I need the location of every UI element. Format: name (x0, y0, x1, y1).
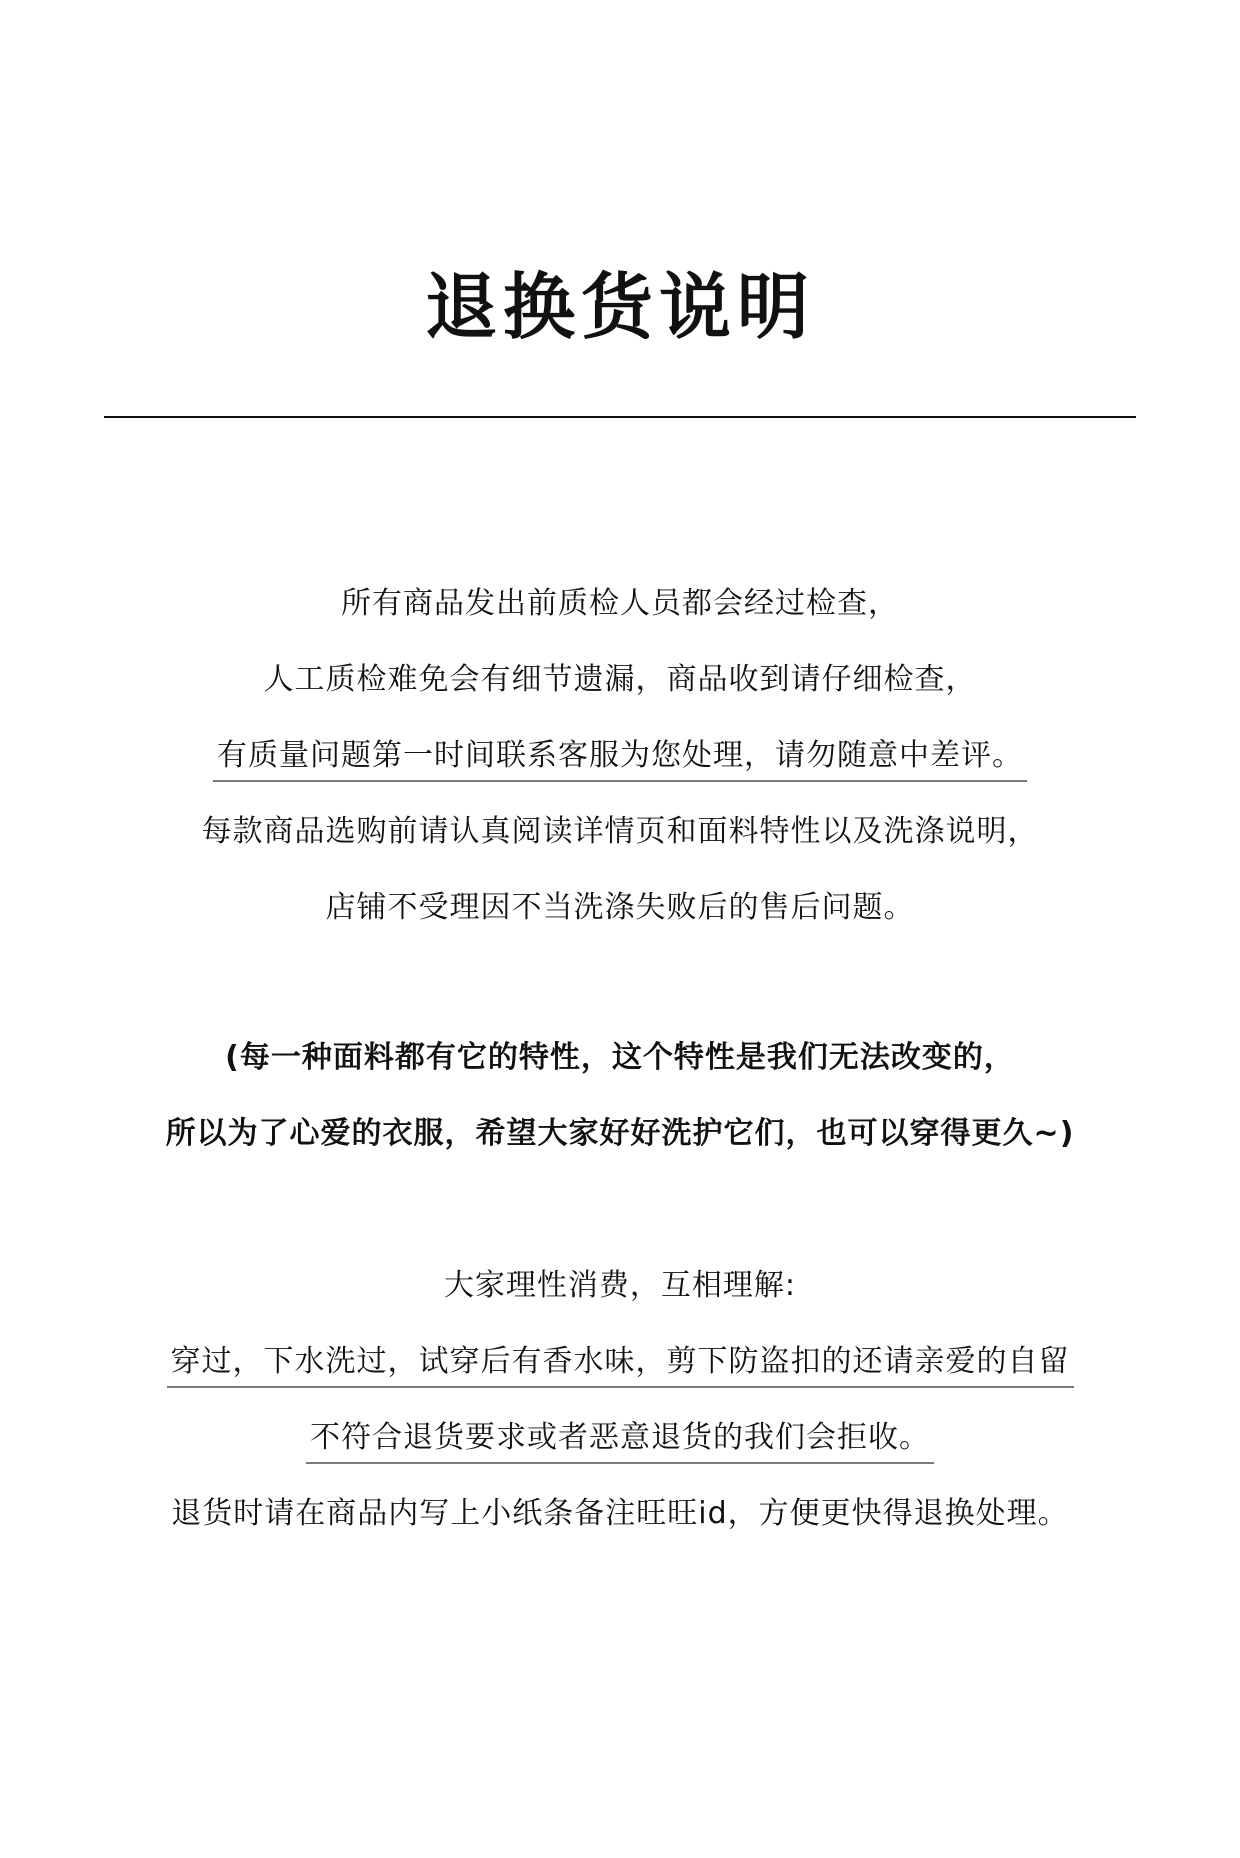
intro-line-3 (0, 734, 1240, 782)
intro-line-4-text: 每款商品选购前请认真阅读详情页和面料特性以及洗涤说明， (201, 814, 1039, 849)
intro-line-4 (0, 810, 1240, 854)
policy-line-4-text: 退货时请在商品内写上小纸条备注旺旺id，方便更快得退换处理。 (171, 1496, 1069, 1531)
policy-line-4 (0, 1492, 1240, 1536)
intro-line-5 (0, 886, 1240, 930)
intro-line-3-underlined-text: 有质量问题第一时间联系客服为您处理，请勿随意中差评。 (213, 734, 1027, 782)
page-title: 退换货说明 (424, 265, 815, 349)
title-divider (104, 416, 1136, 418)
policy-line-1 (0, 1264, 1240, 1308)
policy-line-2 (0, 1340, 1240, 1388)
note-line-2 (0, 1112, 1240, 1156)
intro-line-1-text: 所有商品发出前质检人员都会经过检查， (341, 586, 899, 621)
note-line-1-text: (每一种面料都有它的特性，这个特性是我们无法改变的， (225, 1040, 1015, 1075)
policy-line-1-text: 大家理性消费，互相理解: (443, 1268, 797, 1303)
policy-line-3-underlined-text: 不符合退货要求或者恶意退货的我们会拒收。 (306, 1416, 934, 1464)
intro-line-2 (0, 658, 1240, 702)
note-line-1 (0, 1036, 1240, 1080)
policy-line-2-underlined-text: 穿过，下水洗过，试穿后有香水味，剪下防盗扣的还请亲爱的自留 (167, 1340, 1074, 1388)
policy-line-3 (0, 1416, 1240, 1464)
intro-line-1 (0, 582, 1240, 626)
note-line-2-text: 所以为了心爱的衣服，希望大家好好洗护它们，也可以穿得更久~) (165, 1116, 1075, 1151)
intro-line-2-text: 人工质检难免会有细节遗漏，商品收到请仔细检查， (263, 662, 977, 697)
intro-line-5-text: 店铺不受理因不当洗涤失败后的售后问题。 (325, 890, 915, 925)
